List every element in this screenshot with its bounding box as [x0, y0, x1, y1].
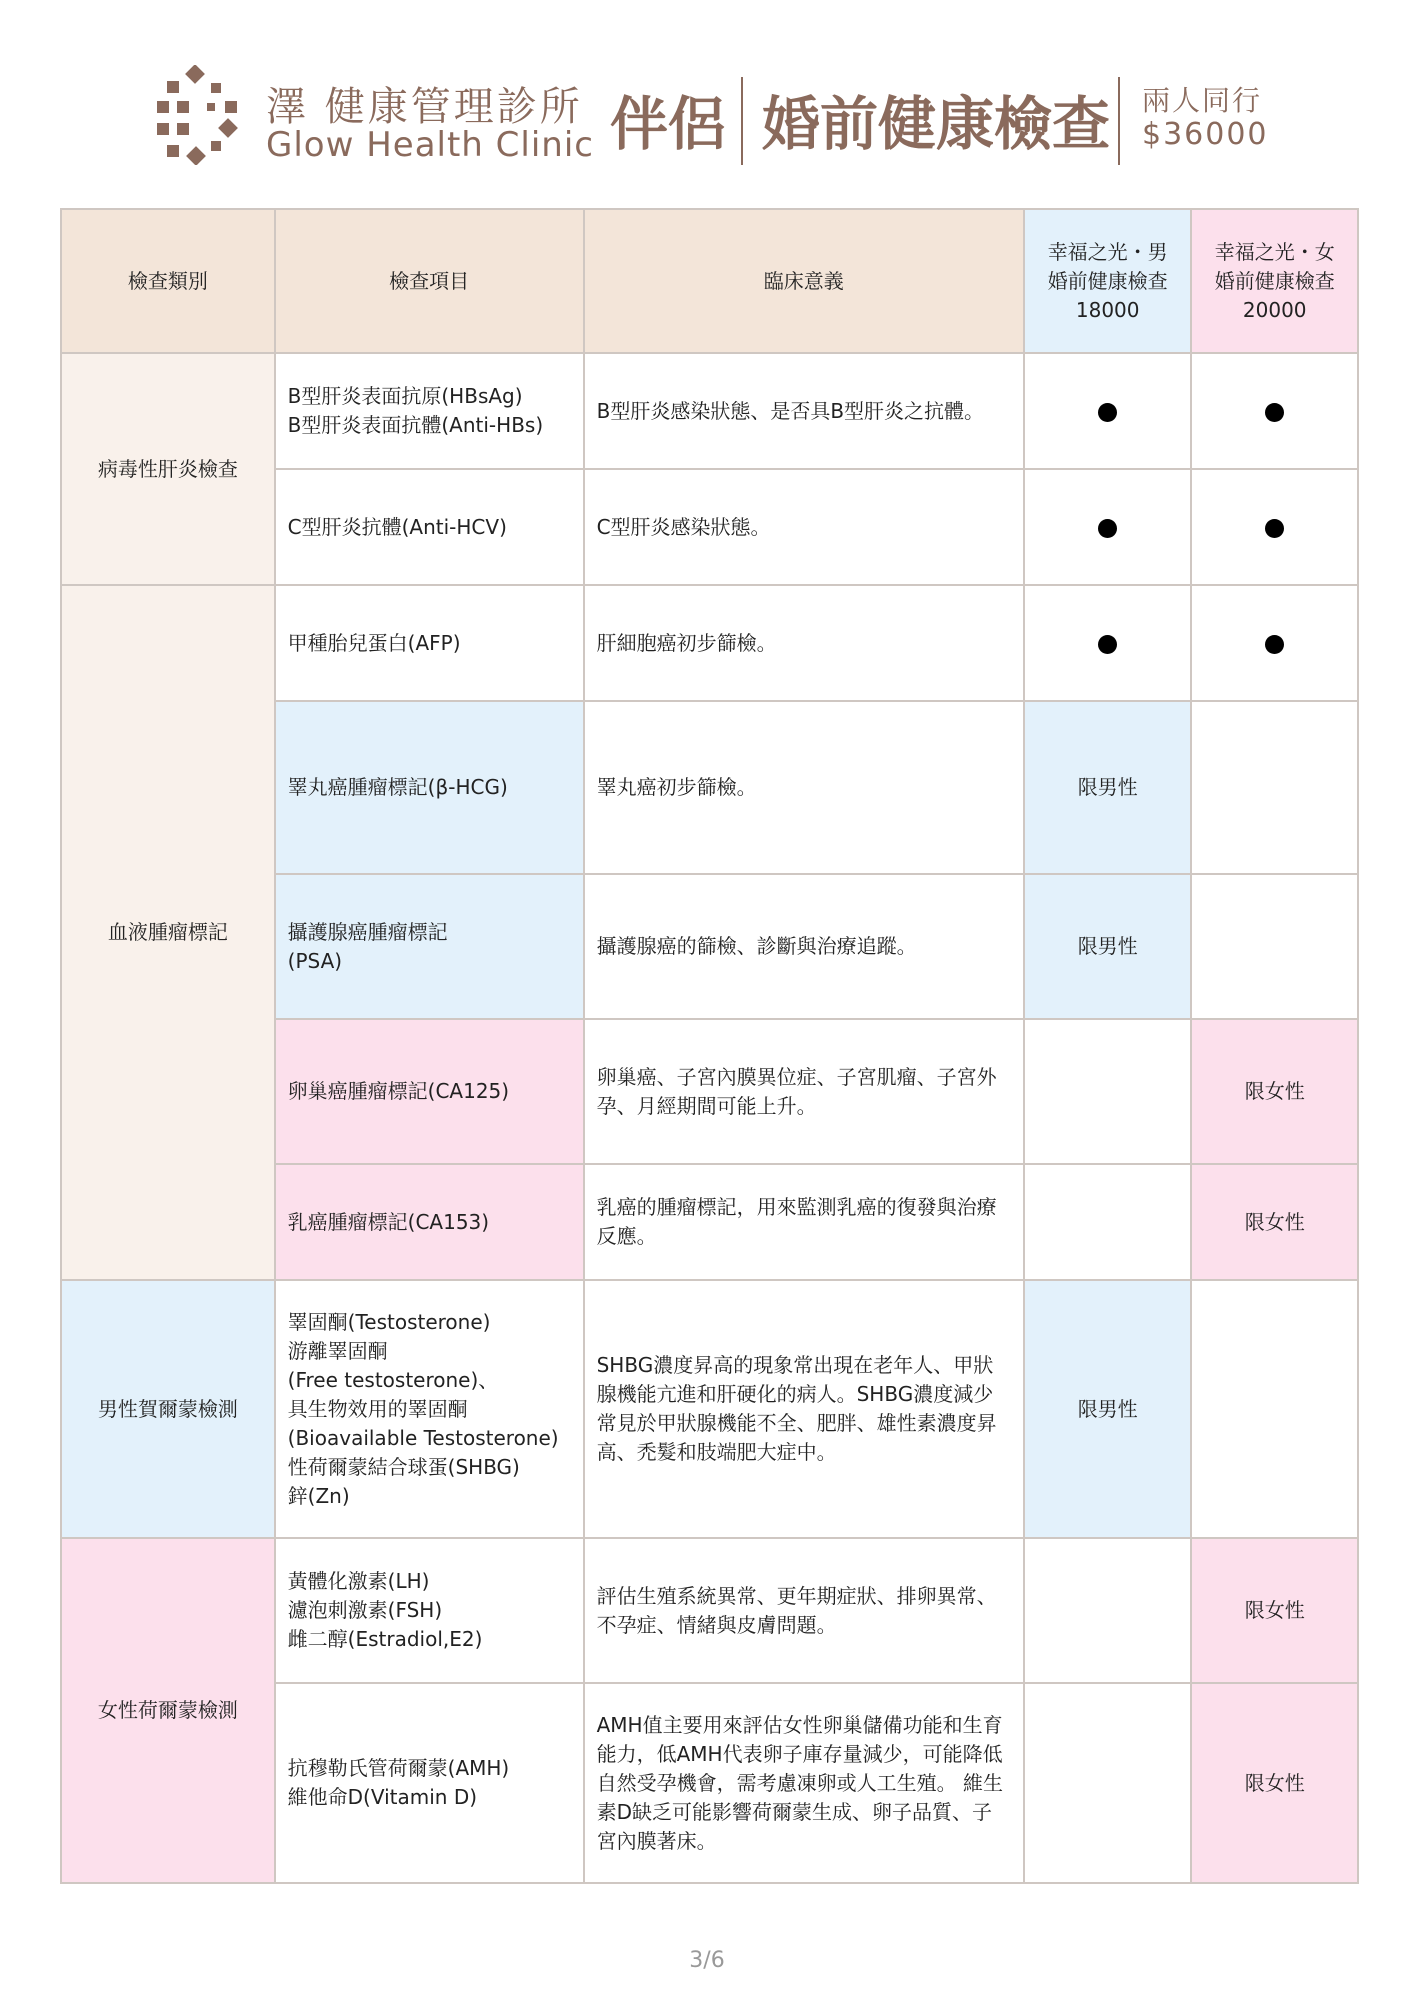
- female-mark-cell: [1191, 353, 1358, 469]
- included-dot-icon: [1098, 635, 1117, 654]
- female-mark-cell: [1191, 585, 1358, 701]
- page-number: 3/6: [689, 1948, 725, 1973]
- item-cell: B型肝炎表面抗原(HBsAg) B型肝炎表面抗體(Anti-HBs): [275, 353, 584, 469]
- male-mark-cell: [1024, 1683, 1192, 1883]
- item-cell: 睪固酮(Testosterone) 游離睪固酮 (Free testosterone)、 具生物效用的睪固酮 (Bioavailable Testosterone) 性荷爾蒙結合球蛋(SHBG) 鋅(Zn): [275, 1280, 584, 1538]
- table-row: [61, 353, 1358, 469]
- included-dot-icon: [1265, 403, 1284, 422]
- header-significance: 臨床意義: [584, 209, 1024, 353]
- page-title: 婚前健康檢查: [762, 90, 1111, 158]
- significance-cell: AMH值主要用來評估女性卵巢儲備功能和生育能力，低AMH代表卵子庫存量減少，可能降低自然受孕機會，需考慮凍卵或人工生殖。 維生素D缺乏可能影響荷爾蒙生成、卵子品質、子宮內膜著床。: [584, 1683, 1024, 1883]
- male-mark-cell: [1024, 1538, 1192, 1683]
- item-cell: 黃體化激素(LH) 濾泡刺激素(FSH) 雌二醇(Estradiol,E2): [275, 1538, 584, 1683]
- female-mark-cell: 限女性: [1191, 1164, 1358, 1280]
- category-cell: 男性賀爾蒙檢測: [61, 1280, 275, 1538]
- female-mark-cell: 限女性: [1191, 1683, 1358, 1883]
- item-cell: 甲種胎兒蛋白(AFP): [275, 585, 584, 701]
- female-mark-cell: [1191, 1280, 1358, 1538]
- significance-cell: C型肝炎感染狀態。: [584, 469, 1024, 585]
- price-value: $36000: [1142, 117, 1269, 152]
- item-cell: 卵巢癌腫瘤標記(CA125): [275, 1019, 584, 1164]
- included-dot-icon: [1098, 519, 1117, 538]
- male-mark-cell: [1024, 1019, 1192, 1164]
- table-row: [61, 1538, 1358, 1683]
- item-cell: C型肝炎抗體(Anti-HCV): [275, 469, 584, 585]
- male-mark-cell: 限男性: [1024, 874, 1192, 1019]
- significance-cell: 評估生殖系統異常、更年期症狀、排卵異常、不孕症、情緒與皮膚問題。: [584, 1538, 1024, 1683]
- male-mark-cell: 限男性: [1024, 1280, 1192, 1538]
- female-mark-cell: 限女性: [1191, 1538, 1358, 1683]
- item-cell: 睪丸癌腫瘤標記(β-HCG): [275, 701, 584, 874]
- table-row: [61, 1280, 1358, 1538]
- table-row: [61, 585, 1358, 701]
- significance-cell: 攝護腺癌的篩檢、診斷與治療追蹤。: [584, 874, 1024, 1019]
- male-mark-cell: [1024, 353, 1192, 469]
- header-category: 檢查類別: [61, 209, 275, 353]
- item-cell: 攝護腺癌腫瘤標記 (PSA): [275, 874, 584, 1019]
- significance-cell: 乳癌的腫瘤標記，用來監測乳癌的復發與治療反應。: [584, 1164, 1024, 1280]
- included-dot-icon: [1265, 635, 1284, 654]
- item-cell: 乳癌腫瘤標記(CA153): [275, 1164, 584, 1280]
- brand-name-chinese: 澤 健康管理診所: [266, 84, 583, 130]
- header-item: 檢查項目: [275, 209, 584, 353]
- category-cell: 血液腫瘤標記: [61, 585, 275, 1280]
- page-header: [0, 55, 1414, 175]
- male-mark-cell: 限男性: [1024, 701, 1192, 874]
- header-male-package: 幸福之光・男 婚前健康檢查 18000: [1024, 209, 1192, 353]
- title-couple: 伴侶: [610, 90, 727, 158]
- header-female-package: 幸福之光・女 婚前健康檢查 20000: [1191, 209, 1358, 353]
- category-cell: 女性荷爾蒙檢測: [61, 1538, 275, 1883]
- table-header-row: [61, 209, 1358, 353]
- clinic-logo-icon: [155, 65, 245, 165]
- significance-cell: 卵巢癌、子宮內膜異位症、子宮肌瘤、子宮外孕、月經期間可能上升。: [584, 1019, 1024, 1164]
- significance-cell: 睪丸癌初步篩檢。: [584, 701, 1024, 874]
- male-mark-cell: [1024, 585, 1192, 701]
- item-cell: 抗穆勒氏管荷爾蒙(AMH) 維他命D(Vitamin D): [275, 1683, 584, 1883]
- category-cell: 病毒性肝炎檢查: [61, 353, 275, 585]
- price-label: 兩人同行: [1142, 84, 1263, 117]
- female-mark-cell: 限女性: [1191, 1019, 1358, 1164]
- price-divider: [1118, 77, 1120, 165]
- included-dot-icon: [1098, 403, 1117, 422]
- significance-cell: 肝細胞癌初步篩檢。: [584, 585, 1024, 701]
- male-mark-cell: [1024, 1164, 1192, 1280]
- female-mark-cell: [1191, 874, 1358, 1019]
- female-mark-cell: [1191, 469, 1358, 585]
- brand-name-english: Glow Health Clinic: [266, 125, 594, 165]
- title-divider: [741, 77, 743, 165]
- female-mark-cell: [1191, 701, 1358, 874]
- male-mark-cell: [1024, 469, 1192, 585]
- significance-cell: SHBG濃度昇高的現象常出現在老年人、甲狀腺機能亢進和肝硬化的病人。SHBG濃度減少常見於甲狀腺機能不全、肥胖、雄性素濃度昇高、禿髮和肢端肥大症中。: [584, 1280, 1024, 1538]
- exam-table: [60, 208, 1359, 1884]
- significance-cell: B型肝炎感染狀態、是否具B型肝炎之抗體。: [584, 353, 1024, 469]
- included-dot-icon: [1265, 519, 1284, 538]
